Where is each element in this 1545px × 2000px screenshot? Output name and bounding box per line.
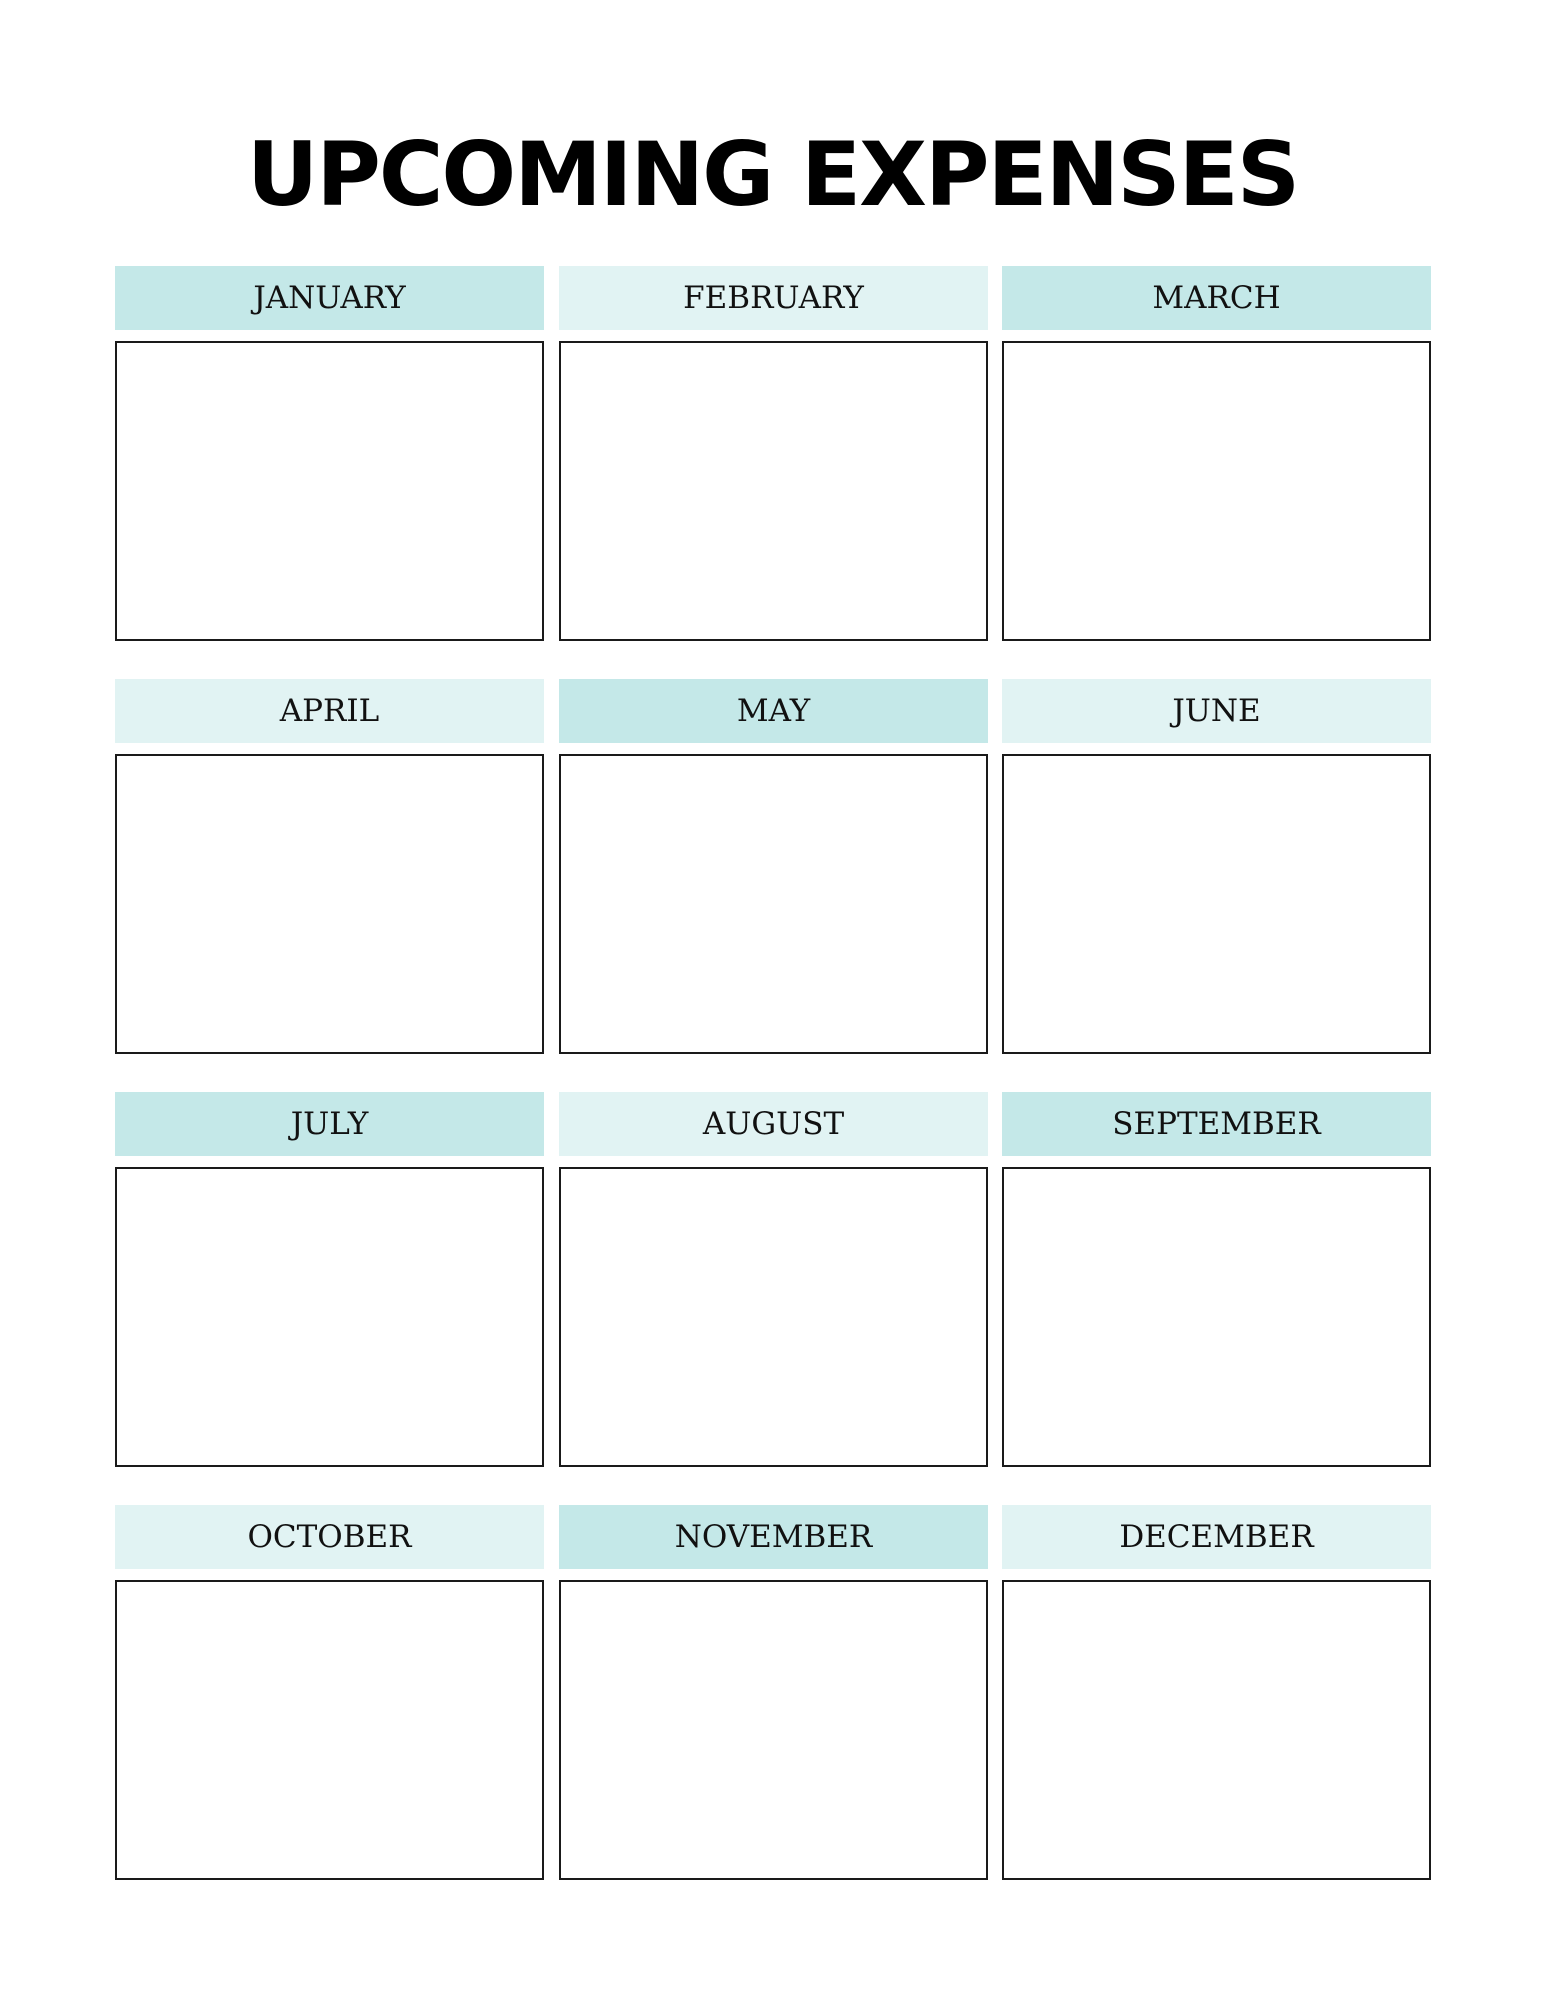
month-header-april: APRIL (115, 679, 544, 743)
month-entry-box-july[interactable] (115, 1167, 544, 1467)
month-entry-box-december[interactable] (1002, 1580, 1431, 1880)
month-entry-box-september[interactable] (1002, 1167, 1431, 1467)
month-header-may: MAY (559, 679, 988, 743)
month-section-march (1002, 266, 1431, 641)
month-header-february: FEBRUARY (559, 266, 988, 330)
month-header-november: NOVEMBER (559, 1505, 988, 1569)
month-entry-box-august[interactable] (559, 1167, 988, 1467)
month-entry-box-may[interactable] (559, 754, 988, 1054)
month-section-december (1002, 1505, 1431, 1880)
month-entry-box-april[interactable] (115, 754, 544, 1054)
month-section-november (559, 1505, 988, 1880)
month-header-june: JUNE (1002, 679, 1431, 743)
month-entry-box-february[interactable] (559, 341, 988, 641)
page-title: UPCOMING EXPENSES (246, 123, 1299, 226)
month-entry-box-june[interactable] (1002, 754, 1431, 1054)
month-entry-box-october[interactable] (115, 1580, 544, 1880)
month-header-march: MARCH (1002, 266, 1431, 330)
month-header-july: JULY (115, 1092, 544, 1156)
month-section-september (1002, 1092, 1431, 1467)
month-section-august (559, 1092, 988, 1467)
month-section-february (559, 266, 988, 641)
month-entry-box-november[interactable] (559, 1580, 988, 1880)
month-entry-box-january[interactable] (115, 341, 544, 641)
month-header-august: AUGUST (559, 1092, 988, 1156)
month-header-december: DECEMBER (1002, 1505, 1431, 1569)
month-header-october: OCTOBER (115, 1505, 544, 1569)
month-section-june (1002, 679, 1431, 1054)
month-section-january (115, 266, 544, 641)
month-header-january: JANUARY (115, 266, 544, 330)
month-section-july (115, 1092, 544, 1467)
month-section-april (115, 679, 544, 1054)
month-header-september: SEPTEMBER (1002, 1092, 1431, 1156)
month-section-october (115, 1505, 544, 1880)
month-section-may (559, 679, 988, 1054)
month-entry-box-march[interactable] (1002, 341, 1431, 641)
